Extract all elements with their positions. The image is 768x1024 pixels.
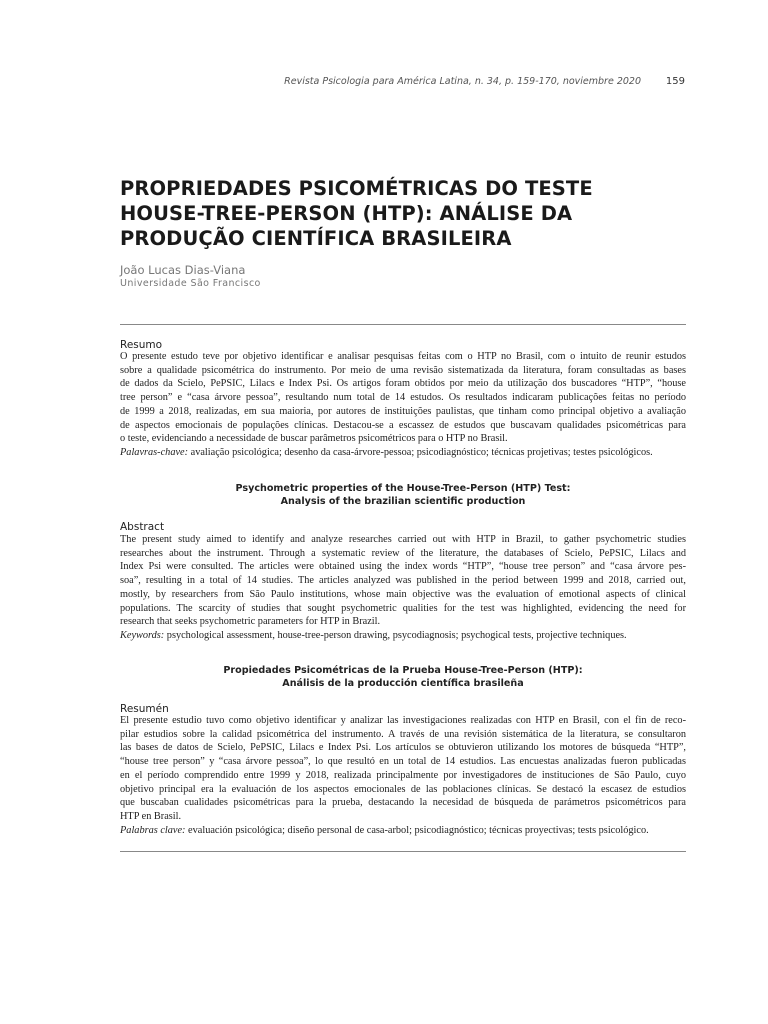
abstract-line: populations. The scarcity of studies that sought psychometric qualities for the test was highlighted, evidencing the need for xyxy=(120,602,686,614)
author-affiliation: Universidade São Francisco xyxy=(120,278,261,289)
resumen-line: objetivo principal era la evaluación de los aspectos emocionales de las poblaciones clínicas. Se destacó la escasez de estudios xyxy=(120,783,686,795)
resumen-line: El presente estudio tuvo como objetivo identificar y analizar las investigaciones realizadas con HTP en Brasil, con el fin de reco- xyxy=(120,715,686,726)
abstract-heading: Abstract xyxy=(120,521,165,533)
abstract-keywords xyxy=(120,629,686,643)
resumo-body xyxy=(120,350,686,460)
keywords-text: avaliação psicológica; desenho da casa-árvore-pessoa; psicodiagnóstico; técnicas projetivas; testes psicológicos. xyxy=(188,446,653,458)
resumen-heading: Resumén xyxy=(120,703,169,715)
keywords-text: psychological assessment, house-tree-person drawing, psycodiagnosis; psychogical tests, projective techniques. xyxy=(164,629,627,641)
page-number: 159 xyxy=(665,76,685,87)
resumen-keywords xyxy=(120,824,686,838)
resumen-line: pilar estudios sobre la calidad psicométrica del instrumento. A través de una revisión sistemática de la literatura, se consultaron xyxy=(120,728,686,740)
abstract-line: research that seeks psychometric parameters for HTP in Brazil. xyxy=(120,616,381,628)
resumo-keywords xyxy=(120,446,686,460)
abstract-body xyxy=(120,533,686,643)
abstract-line: soa”, resulting in a total of 14 studies. The articles analyzed was published in the period between 1999 and 2018, carried out, xyxy=(120,575,686,587)
resumo-line: O presente estudo teve por objetivo identificar e analisar pesquisas feitas com o HTP no Brasil, com o intuito de reunir estudos xyxy=(120,351,686,362)
keywords-label: Palavras-chave: xyxy=(120,446,189,458)
keywords-label: Palabras clave: xyxy=(120,824,186,836)
resumo-line: de dados da Scielo, PePSIC, Lilacs e Index Psi. Os artigos foram obtidos por meio da utilização dos buscadores “HTP”, “house xyxy=(120,378,686,390)
resumo-heading: Resumo xyxy=(120,339,163,351)
title-line: HOUSE-TREE-PERSON (HTP): ANÁLISE DA xyxy=(120,202,573,225)
keywords-text: evaluación psicológica; diseño personal de casa-arbol; psicodiagnóstico; técnicas proyectivas; tests psicológico. xyxy=(185,824,649,836)
author-name: João Lucas Dias-Viana xyxy=(120,263,246,277)
english-title-line: Psychometric properties of the House-Tree-Person (HTP) Test: xyxy=(235,483,571,494)
resumo-line: de 1999 a 2018, realizadas, em sua maioria, por autores de instituições paulistas, que tinham como principal objetivo a avaliação xyxy=(120,405,686,417)
resumo-line: sobre a qualidade psicométrica do instrumento. Por meio de uma revisão sistematizada da literatura, foram consultadas as bases xyxy=(120,364,686,376)
resumen-line: que buscaban cualidades psicométricas para la prueba, destacando la necesidad de búsqueda de parámetros psicométricos para xyxy=(120,797,686,809)
section-divider-bottom xyxy=(120,851,686,852)
keywords-label: Keywords: xyxy=(120,629,165,641)
english-title xyxy=(120,482,686,508)
abstract-line: mostly, by researchers from São Paulo institutions, whose main objective was the evaluation of emotional aspects of clinical xyxy=(120,588,686,600)
abstract-line: The present study aimed to identify and analyze researches carried out with HTP in Brazil, to gather psychometric studies xyxy=(120,534,686,545)
title-line: PROPRIEDADES PSICOMÉTRICAS DO TESTE xyxy=(120,177,593,200)
resumen-line: HTP en Brasil. xyxy=(120,810,182,822)
article-title xyxy=(120,176,620,251)
resumen-body xyxy=(120,714,686,837)
title-line: PRODUÇÃO CIENTÍFICA BRASILEIRA xyxy=(120,227,512,250)
resumo-line: o teste, evidenciando a necessidade de buscar parâmetros psicométricos para o HTP no Brasil. xyxy=(120,433,508,445)
resumen-line: en el período comprendido entre 1999 y 2018, realizada principalmente por investigadores de instituciones de São Paulo, cuyo xyxy=(120,769,686,781)
resumen-line: “house tree person” y “casa árvore pessoa”, lo que resultó en un total de 14 estudios. Las encuestas analizadas fueron publicadas xyxy=(120,756,686,768)
section-divider-top xyxy=(120,324,686,325)
abstract-line: researches about the instrument. Through a systematic review of the literature, the databases of Scielo, PePSIC, Lilacs and xyxy=(120,547,686,559)
journal-citation: Revista Psicologia para América Latina, n. 34, p. 159-170, noviembre 2020 xyxy=(284,76,641,87)
english-title-line: Analysis of the brazilian scientific production xyxy=(280,496,526,507)
spanish-title-line: Análisis de la producción científica brasileña xyxy=(282,678,524,689)
spanish-title-line: Propiedades Psicométricas de la Prueba House-Tree-Person (HTP): xyxy=(223,665,583,676)
resumen-line: las bases de datos de Scielo, PePSIC, Lilacs e Index Psi. Los artículos se obtuvieron utilizando los motores de búsqueda “HTP”, xyxy=(120,742,686,754)
resumo-line: de aspectos emocionais de populações clínicas. Destacou-se a escassez de estudos que buscavam qualidades psicométricas para xyxy=(120,419,686,431)
abstract-line: Index Psi were consulted. The articles were obtained using the index words “HTP”, “house tree person” and “casa árvore pes- xyxy=(120,561,686,573)
spanish-title xyxy=(120,664,686,690)
resumo-line: tree person” e “casa árvore pessoa”, resultando num total de 14 estudos. Os resultados indicaram publicações feitas no período xyxy=(120,392,686,404)
